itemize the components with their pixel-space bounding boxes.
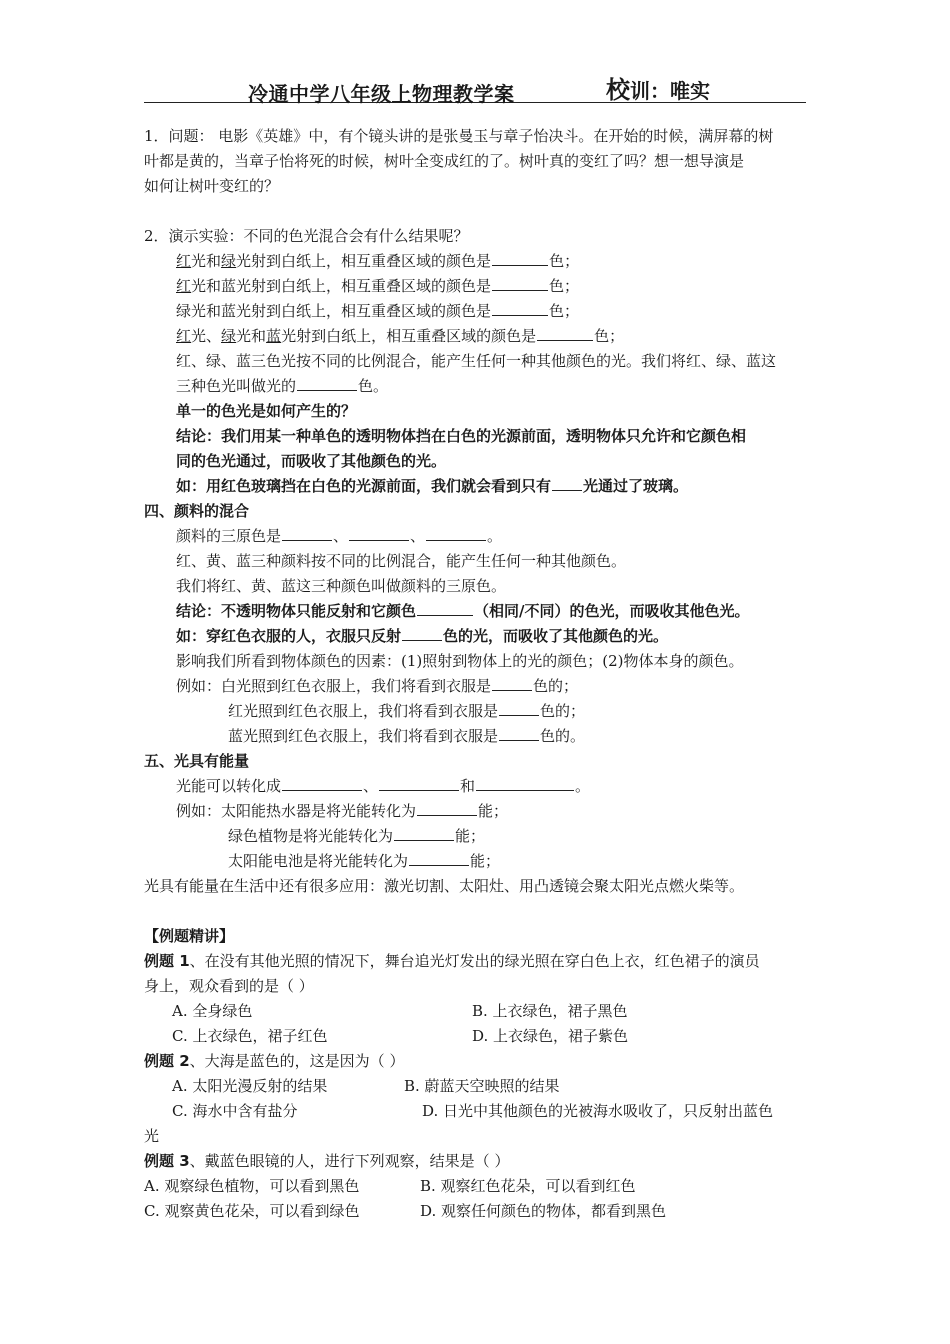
answer-blank[interactable]: [492, 299, 548, 316]
answer-blank[interactable]: [499, 724, 539, 741]
example-3: 例题 3、戴蓝色眼镜的人，进行下列观察，结果是（ ）: [144, 1152, 510, 1170]
page-title: 冷通中学八年级上物理教学案: [248, 82, 515, 106]
bold-question: 单一的色光是如何产生的？: [176, 402, 357, 420]
example-2: 例题 2、大海是蓝色的，这是因为（ ）: [144, 1052, 405, 1070]
example-1-options: [144, 1024, 808, 1049]
text-line: 光具有能量在生活中还有很多应用：激光切割、太阳灶、用凸透镜会聚太阳光点燃火柴等。: [144, 877, 745, 895]
answer-blank[interactable]: [492, 274, 548, 291]
text-line: 例如：太阳能热水器是将光能转化为 能；: [144, 799, 808, 824]
example-2-tail: 光: [144, 1127, 160, 1145]
question-1-line: 叶都是黄的，当章子怡将死的时候，树叶全变成红的了。树叶真的变红了吗？想一想导演是: [144, 152, 745, 170]
text-line: 我们将红、黄、蓝这三种颜色叫做颜料的三原色。: [176, 577, 507, 595]
text-line: 颜料的三原色是 、 、 。: [144, 524, 808, 549]
mix-red-green-blue: 红光、绿光和蓝光射到白纸上，相互重叠区域的颜色是 色；: [144, 324, 808, 349]
answer-blank[interactable]: [282, 524, 332, 541]
page-header: [144, 66, 806, 106]
mix-red-blue: 红光和蓝光射到白纸上，相互重叠区域的颜色是 色；: [144, 274, 808, 299]
answer-blank[interactable]: [537, 324, 593, 341]
example-line: 如：用红色玻璃挡在白色的光源前面，我们就会看到只有 光通过了玻璃。: [144, 474, 808, 499]
option-a[interactable]: A. 全身绿色: [172, 1002, 253, 1020]
mix-red-green: 红光和绿光射到白纸上，相互重叠区域的颜色是 色；: [144, 249, 808, 274]
conclusion-line: 结论：我们用某一种单色的透明物体挡在白色的光源前面，透明物体只允许和它颜色相: [176, 427, 747, 445]
mix-green-blue: 绿光和蓝光射到白纸上，相互重叠区域的颜色是 色；: [144, 299, 808, 324]
option-c[interactable]: C. 海水中含有盐分: [172, 1102, 298, 1120]
example-1-options: [144, 999, 808, 1024]
question-2-title: 2．演示实验：不同的色光混合会有什么结果呢？: [144, 227, 469, 245]
answer-blank[interactable]: [402, 624, 442, 641]
text-line: 影响我们所看到物体颜色的因素：(1)照射到物体上的光的颜色；(2)物体本身的颜色。: [176, 652, 744, 670]
text-line: 蓝光照到红色衣服上，我们将看到衣服是 色的。: [144, 724, 808, 749]
section-heading: 四、颜料的混合: [144, 502, 250, 520]
answer-blank[interactable]: [394, 824, 454, 841]
example-2-options: [144, 1074, 808, 1099]
section-5: [144, 749, 808, 899]
answer-blank[interactable]: [492, 249, 548, 266]
example-2-options: [144, 1099, 808, 1124]
text-line: 太阳能电池是将光能转化为 能；: [144, 849, 808, 874]
answer-blank[interactable]: [499, 699, 539, 716]
question-1: [144, 124, 808, 199]
conclusion-line: 同的色光通过，而吸收了其他颜色的光。: [176, 452, 447, 470]
option-c[interactable]: C. 上衣绿色，裙子红色: [172, 1027, 328, 1045]
example-3-options: [144, 1199, 808, 1224]
example-3-options: [144, 1174, 808, 1199]
text-line: 三种色光叫做光的 色。: [144, 374, 808, 399]
answer-blank[interactable]: [426, 524, 486, 541]
option-b[interactable]: B. 蔚蓝天空映照的结果: [404, 1077, 560, 1095]
answer-blank[interactable]: [417, 599, 473, 616]
answer-blank[interactable]: [417, 799, 477, 816]
example-1: 例题 1、在没有其他光照的情况下，舞台追光灯发出的绿光照在穿白色上衣，红色裙子的演员: [144, 952, 760, 970]
question-1-line: 如何让树叶变红的？: [144, 177, 280, 195]
answer-blank[interactable]: [297, 374, 357, 391]
text-line: 红、绿、蓝三色光按不同的比例混合，能产生任何一种其他颜色的光。我们将红、绿、蓝这: [176, 352, 777, 370]
text-line: 红、黄、蓝三种颜料按不同的比例混合，能产生任何一种其他颜色。: [176, 552, 627, 570]
examples-heading: 【例题精讲】: [144, 927, 235, 945]
option-a[interactable]: A. 太阳光漫反射的结果: [172, 1077, 328, 1095]
example-1-cont: 身上，观众看到的是（ ）: [144, 977, 314, 995]
answer-blank[interactable]: [379, 774, 459, 791]
option-b[interactable]: B. 观察红色花朵，可以看到红色: [420, 1177, 636, 1195]
text-line: 光能可以转化成 、 和 。: [144, 774, 808, 799]
question-1-line: 1．问题： 电影《英雄》中，有个镜头讲的是张曼玉与章子怡决斗。在开始的时候，满屏幕的树: [144, 127, 774, 145]
text-line: 红光照到红色衣服上，我们将看到衣服是 色的；: [144, 699, 808, 724]
answer-blank[interactable]: [552, 474, 582, 491]
option-d[interactable]: D. 观察任何颜色的物体，都看到黑色: [420, 1202, 667, 1220]
example-line: 如：穿红色衣服的人，衣服只反射 色的光，而吸收了其他颜色的光。: [144, 624, 808, 649]
option-d[interactable]: D. 日光中其他颜色的光被海水吸收了，只反射出蓝色: [422, 1102, 774, 1120]
examples-section: [144, 924, 808, 1224]
section-4: [144, 499, 808, 749]
answer-blank[interactable]: [349, 524, 409, 541]
worksheet-content: [144, 124, 808, 1224]
answer-blank[interactable]: [282, 774, 362, 791]
option-c[interactable]: C. 观察黄色花朵，可以看到绿色: [144, 1202, 360, 1220]
option-b[interactable]: B. 上衣绿色，裙子黑色: [472, 1002, 628, 1020]
answer-blank[interactable]: [409, 849, 469, 866]
conclusion-line: 结论：不透明物体只能反射和它颜色 （相同/不同）的色光，而吸收其他色光。: [144, 599, 808, 624]
school-motto: 校训：唯实: [606, 76, 710, 104]
answer-blank[interactable]: [476, 774, 574, 791]
answer-blank[interactable]: [492, 674, 532, 691]
option-a[interactable]: A. 观察绿色植物，可以看到黑色: [144, 1177, 360, 1195]
option-d[interactable]: D. 上衣绿色，裙子紫色: [472, 1027, 629, 1045]
question-2: [144, 224, 808, 499]
text-line: 绿色植物是将光能转化为 能；: [144, 824, 808, 849]
section-heading: 五、光具有能量: [144, 752, 250, 770]
text-line: 例如：白光照到红色衣服上，我们将看到衣服是 色的；: [144, 674, 808, 699]
